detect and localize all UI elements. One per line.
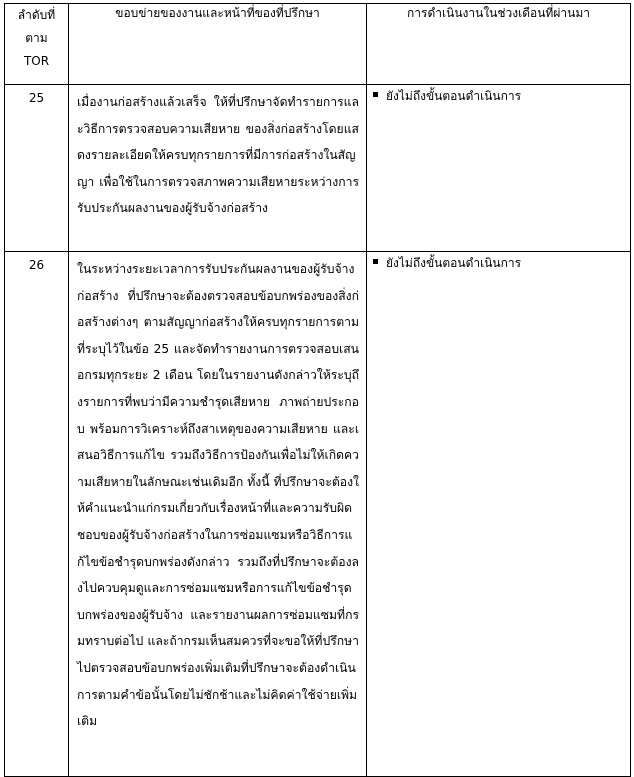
header-tor-number xyxy=(5,4,69,85)
tor-progress-table xyxy=(4,3,631,777)
header-scope: ขอบข่ายของงานและหน้าที่ของที่ปรึกษา xyxy=(69,4,367,85)
row-number: 26 xyxy=(5,252,69,777)
status-item xyxy=(373,87,630,105)
header-progress: การดำเนินงานในช่วงเดือนที่ผ่านมา xyxy=(367,4,631,85)
header-tor-number-line: TOR xyxy=(23,54,50,68)
row-status-cell xyxy=(367,85,631,252)
status-item xyxy=(373,254,630,272)
header-tor-number-line: ตาม xyxy=(25,31,48,45)
status-text: ยังไม่ถึงขั้นตอนดำเนินการ xyxy=(386,256,522,270)
row-description: ในระหว่างระยะเวลาการรับประกันผลงานของผู้รับจ้างก่อสร้าง ที่ปรึกษาจะต้องตรวจสอบข้อบกพร่องของสิ่งก่อสร้างต่างๆ ตามสัญญาก่อสร้างให้ครบทุกรายการตามที่ระบุไว้ในข้อ 25 และจัดทำรายงานการตรวจสอบเสนอกรมทุกระยะ 2 เดือน โดยในรายงานดังกล่าวให้ระบุถึงรายการที่พบว่ามีความชำรุดเสียหาย ภาพถ่ายประกอบ พร้อมการวิเคราะห์ถึงสาเหตุของความเสียหาย และเสนอวิธีการแก้ไข รวมถึงวิธีการป้องกันเพื่อไม่ให้เกิดความเสียหายในลักษณะเช่นเดิมอีก ทั้งนี้ ที่ปรึกษาจะต้องให้คำแนะนำแก่กรมเกี่ยวกับเรื่องหน้าที่และความรับผิดชอบของผู้รับจ้างก่อสร้างในการซ่อมแซมหรือวิธีการแก้ไขข้อชำรุดบกพร่องดังกล่าว รวมถึงที่ปรึกษาจะต้องลงไปควบคุมดูและการซ่อมแซมหรือการแก้ไขข้อชำรุดบกพร่องของผู้รับจ้าง และรายงานผลการซ่อมแซมที่กรมทราบต่อไป และถ้ากรมเห็นสมควรที่จะขอให้ที่ปรึกษาไปตรวจสอบข้อบกพร่องเพิ่มเติมที่ปรึกษาจะต้องดำเนินการตามคำข้อนั้นโดยไม่ชักช้าและไม่คิดค่าใช้จ่ายเพิ่มเติม xyxy=(69,252,367,777)
square-bullet-icon xyxy=(373,92,378,97)
row-number: 25 xyxy=(5,85,69,252)
header-tor-number-line: ลำดับที่ xyxy=(17,8,56,22)
table-row xyxy=(5,252,631,777)
table-header-row xyxy=(5,4,631,85)
square-bullet-icon xyxy=(373,259,378,264)
row-status-cell xyxy=(367,252,631,777)
table-row xyxy=(5,85,631,252)
row-description: เมื่องานก่อสร้างแล้วเสร็จ ให้ที่ปรึกษาจัดทำรายการและวิธีการตรวจสอบความเสียหาย ของสิ่งก่อสร้างโดยแสดงรายละเอียดให้ครบทุกรายการที่มีการก่อสร้างในสัญญา เพื่อใช้ในการตรวจสภาพความเสียหายระหว่างการรับประกันผลงานของผู้รับจ้างก่อสร้าง xyxy=(69,85,367,252)
status-text: ยังไม่ถึงขั้นตอนดำเนินการ xyxy=(386,89,522,103)
